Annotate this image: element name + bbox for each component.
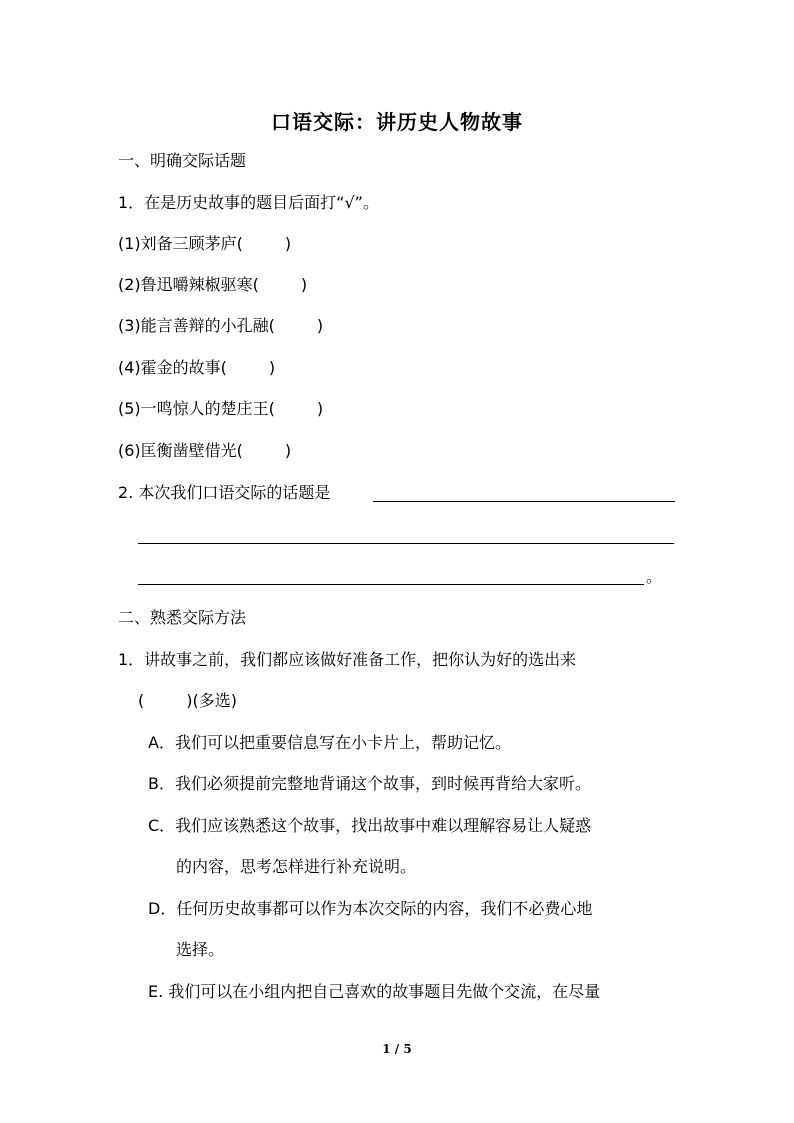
question-1-prompt: 1．在是历史故事的题目后面打“√”。 bbox=[118, 193, 379, 212]
option-a: A．我们可以把重要信息写在小卡片上，帮助记忆。 bbox=[148, 733, 511, 752]
answer-underline[interactable] bbox=[138, 543, 674, 544]
option-c-continued: 的内容，思考怎样进行补充说明。 bbox=[176, 857, 417, 876]
option-e: E. 我们可以在小组内把自己喜欢的故事题目先做个交流，在尽量 bbox=[148, 982, 601, 1001]
section-heading-2: 二、熟悉交际方法 bbox=[118, 608, 247, 627]
answer-underline[interactable] bbox=[138, 584, 644, 585]
answer-underline[interactable] bbox=[373, 501, 675, 502]
option-d: D．任何历史故事都可以作为本次交际的内容，我们不必费心地 bbox=[148, 899, 593, 918]
section-heading-1: 一、明确交际话题 bbox=[118, 151, 247, 170]
history-item-3: (3)能言善辩的小孔融( ) bbox=[118, 316, 324, 335]
history-item-2: (2)鲁迅嚼辣椒驱寒( ) bbox=[118, 275, 308, 294]
page-title: 口语交际：讲历史人物故事 bbox=[271, 110, 523, 134]
option-c: C．我们应该熟悉这个故事，找出故事中难以理解容易让人疑惑 bbox=[148, 816, 592, 835]
page-number: 1 / 5 bbox=[382, 1042, 412, 1056]
history-item-5: (5)一鸣惊人的楚庄王( ) bbox=[118, 399, 324, 418]
multi-choice-answer: ( )(多选) bbox=[138, 691, 237, 710]
question-3-prompt: 1．讲故事之前，我们都应该做好准备工作，把你认为好的选出来 bbox=[118, 650, 577, 669]
question-2-prompt: 2. 本次我们口语交际的话题是 bbox=[118, 483, 331, 502]
history-item-1: (1)刘备三顾茅庐( ) bbox=[118, 234, 292, 253]
option-d-continued: 选择。 bbox=[176, 940, 225, 959]
option-b: B．我们必须提前完整地背诵这个故事，到时候再背给大家听。 bbox=[148, 774, 591, 793]
history-item-6: (6)匡衡凿壁借光( ) bbox=[118, 441, 292, 460]
history-item-4: (4)霍金的故事( ) bbox=[118, 358, 276, 377]
end-mark: 。 bbox=[646, 567, 663, 586]
